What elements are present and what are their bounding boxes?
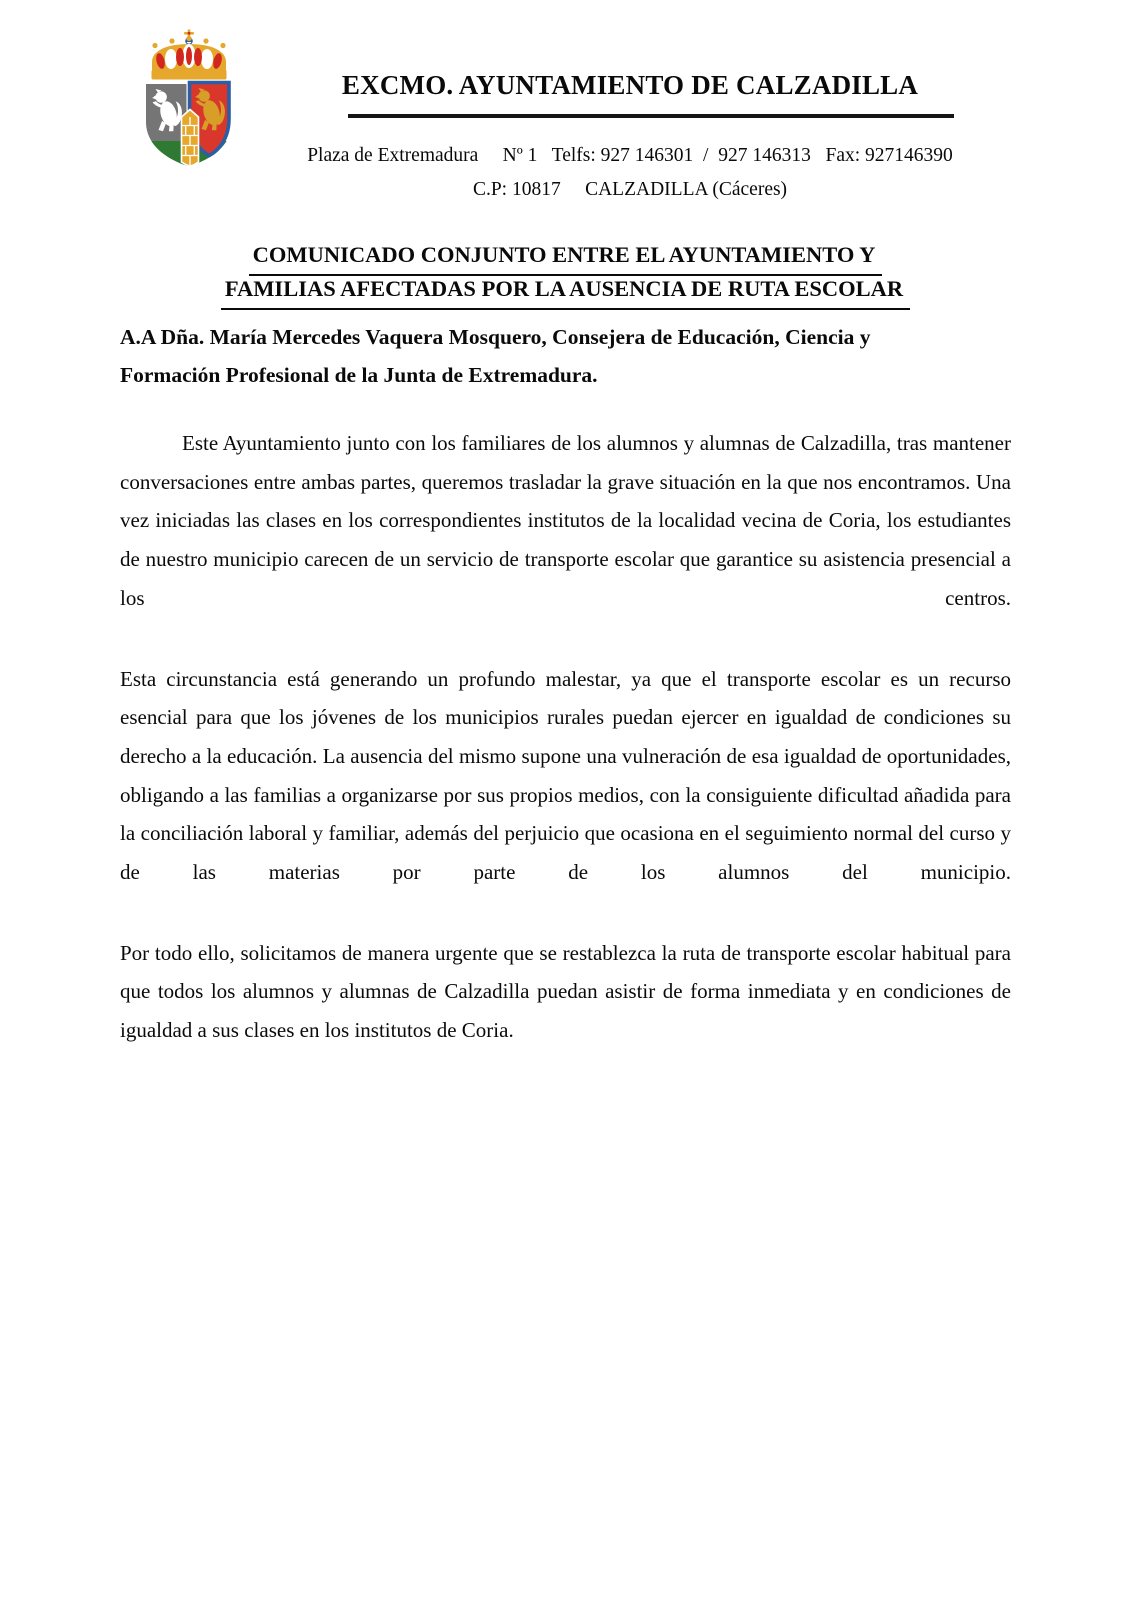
address-line-2: C.P: 10817 CALZADILLA (Cáceres) bbox=[472, 179, 788, 200]
coat-of-arms-emblem bbox=[143, 26, 235, 168]
paragraph-2: Esta circunstancia está generando un profundo malestar, ya que el transporte escolar es un recurso esencial para que los jóvenes de los municipios rurales puedan ejercer en igualdad de condiciones su derecho a la educación. La ausencia del mismo supone una vulneración de esa igualdad de oportunidades, obligando a las familias a organizarse por sus propios medios, con la consiguiente dificultad añadida para la conciliación laboral y familiar, además del perjuicio que ocasiona en el seguimiento normal del curso y de las materias por parte de los alumnos del municipio. bbox=[120, 666, 1011, 885]
document-title-line-1: COMUNICADO CONJUNTO ENTRE EL AYUNTAMIENTO Y bbox=[120, 238, 1011, 272]
org-title: EXCMO. AYUNTAMIENTO DE CALZADILLA bbox=[341, 70, 919, 100]
document-title bbox=[120, 238, 1011, 306]
paragraph-1: Este Ayuntamiento junto con los familiares de los alumnos y alumnas de Calzadilla, tras mantener conversaciones entre ambas partes, queremos trasladar la grave situación en la que nos encontramos. Una vez iniciadas las clases en los correspondientes institutos de la localidad vecina de Coria, los estudiantes de nuestro municipio carecen de un servicio de transporte escolar que garantice su asistencia presencial a los centros. bbox=[120, 431, 1011, 610]
recipient-line-2: Formación Profesional de la Junta de Extremadura. bbox=[120, 363, 598, 387]
coat-of-arms-icon bbox=[143, 26, 235, 168]
recipient-block bbox=[120, 318, 1011, 394]
crown-icon bbox=[152, 30, 227, 80]
document-title-line-2: FAMILIAS AFECTADAS POR LA AUSENCIA DE RUTA ESCOLAR bbox=[120, 272, 1011, 306]
header-rule bbox=[348, 114, 954, 118]
address-line-1: Plaza de Extremadura Nº 1 Telfs: 927 146301 / 927 146313 Fax: 927146390 bbox=[307, 145, 953, 166]
paragraph-3: Por todo ello, solicitamos de manera urgente que se restablezca la ruta de transporte escolar habitual para que todos los alumnos y alumnas de Calzadilla puedan asistir de forma inmediata y en condiciones de igualdad a sus clases en los institutos de Coria. bbox=[120, 940, 1011, 1043]
letter-body bbox=[120, 424, 1011, 1050]
recipient-line-1: A.A Dña. María Mercedes Vaquera Mosquero, Consejera de Educación, Ciencia y bbox=[120, 325, 871, 349]
tower-icon bbox=[182, 110, 199, 167]
letterhead bbox=[270, 68, 990, 202]
